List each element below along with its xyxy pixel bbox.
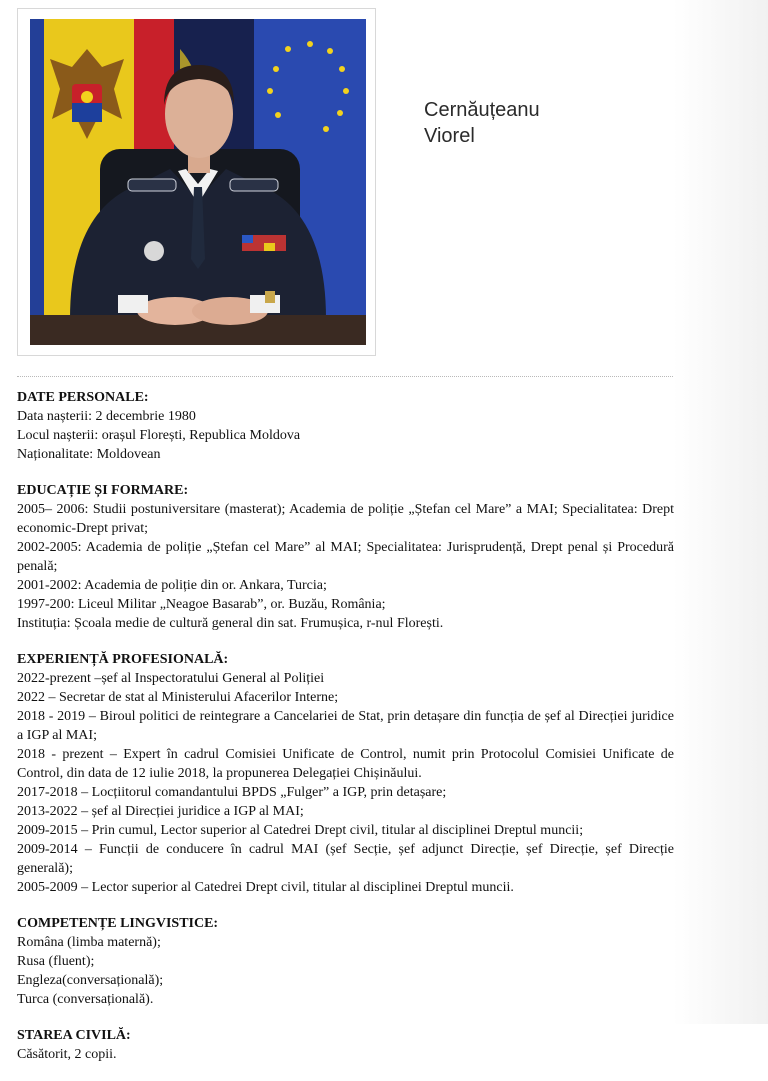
list-item: 2017-2018 – Locțiitorul comandantului BPDS „Fulger” a IGP, prin detașare; bbox=[17, 785, 447, 800]
list-item: Rusa (fluent); bbox=[17, 954, 95, 969]
surname: Cernăuțeanu bbox=[424, 99, 540, 121]
page-edge-shade bbox=[673, 0, 768, 1024]
list-item: Locul nașterii: orașul Florești, Republica Moldova bbox=[17, 428, 301, 443]
list-item: 2009-2015 – Prin cumul, Lector superior al Catedrei Drept civil, titular al disciplinei Dreptul muncii; bbox=[17, 823, 584, 838]
list-item: 2005– 2006: Studii postuniversitare (masterat); Academia de poliție „Ștefan cel Mare” a MAI; Specialitatea: Drept economic-Drept privat; bbox=[17, 502, 674, 536]
section-experience bbox=[17, 650, 674, 897]
list-item: Căsătorit, 2 copii. bbox=[17, 1047, 117, 1062]
list-item: 2018 - prezent – Expert în cadrul Comisiei Unificate de Control, numit prin Protocolul Comisiei Unificate de Control, din data de 12 iulie 2018, la propunerea Delegației Chișinăului. bbox=[17, 747, 674, 781]
name-block bbox=[424, 97, 540, 149]
list-item: Data nașterii: 2 decembrie 1980 bbox=[17, 409, 196, 424]
list-item: 2002-2005: Academia de poliție „Ștefan cel Mare” al MAI; Specialitatea: Jurisprudență, Drept penal și Procedură penală; bbox=[17, 540, 674, 574]
section-title: STAREA CIVILĂ: bbox=[17, 1028, 131, 1043]
list-item: 2005-2009 – Lector superior al Catedrei Drept civil, titular al disciplinei Dreptul muncii. bbox=[17, 880, 514, 895]
section-personal bbox=[17, 388, 674, 464]
portrait-illustration bbox=[30, 19, 366, 345]
list-item: 2022 – Secretar de stat al Ministerului Afacerilor Interne; bbox=[17, 690, 339, 705]
photo-frame bbox=[17, 8, 376, 356]
given-name: Viorel bbox=[424, 125, 475, 147]
section-education bbox=[17, 481, 674, 633]
portrait-photo bbox=[30, 19, 366, 345]
list-item: Naționalitate: Moldovean bbox=[17, 447, 161, 462]
section-title: DATE PERSONALE: bbox=[17, 390, 149, 405]
section-languages bbox=[17, 914, 674, 1009]
list-item: 1997-200: Liceul Militar „Neagoe Basarab”, or. Buzău, România; bbox=[17, 597, 386, 612]
section-civil-status bbox=[17, 1026, 674, 1064]
cv-content bbox=[17, 388, 674, 1081]
section-title: EDUCAȚIE ȘI FORMARE: bbox=[17, 483, 189, 498]
list-item: 2018 - 2019 – Biroul politici de reintegrare a Cancelariei de Stat, prin detașare din funcția de șef al Direcției juridice a IGP al MAI; bbox=[17, 709, 674, 743]
dotted-divider bbox=[17, 376, 673, 377]
list-item: Turca (conversațională). bbox=[17, 992, 154, 1007]
list-item: 2001-2002: Academia de poliție din or. Ankara, Turcia; bbox=[17, 578, 327, 593]
list-item: 2022-prezent –șef al Inspectoratului General al Poliției bbox=[17, 671, 325, 686]
section-title: COMPETENȚE LINGVISTICE: bbox=[17, 916, 219, 931]
list-item: 2013-2022 – șef al Direcției juridice a IGP al MAI; bbox=[17, 804, 304, 819]
watch-icon bbox=[265, 291, 275, 303]
list-item: Româna (limba maternă); bbox=[17, 935, 161, 950]
list-item: Instituția: Școala medie de cultură general din sat. Frumușica, r-nul Florești. bbox=[17, 616, 444, 631]
section-title: EXPERIENȚĂ PROFESIONALĂ: bbox=[17, 652, 229, 667]
list-item: 2009-2014 – Funcții de conducere în cadrul MAI (șef Secție, șef adjunct Direcție, șef Direcție, șef Direcție generală); bbox=[17, 842, 674, 876]
list-item: Engleza(conversațională); bbox=[17, 973, 164, 988]
